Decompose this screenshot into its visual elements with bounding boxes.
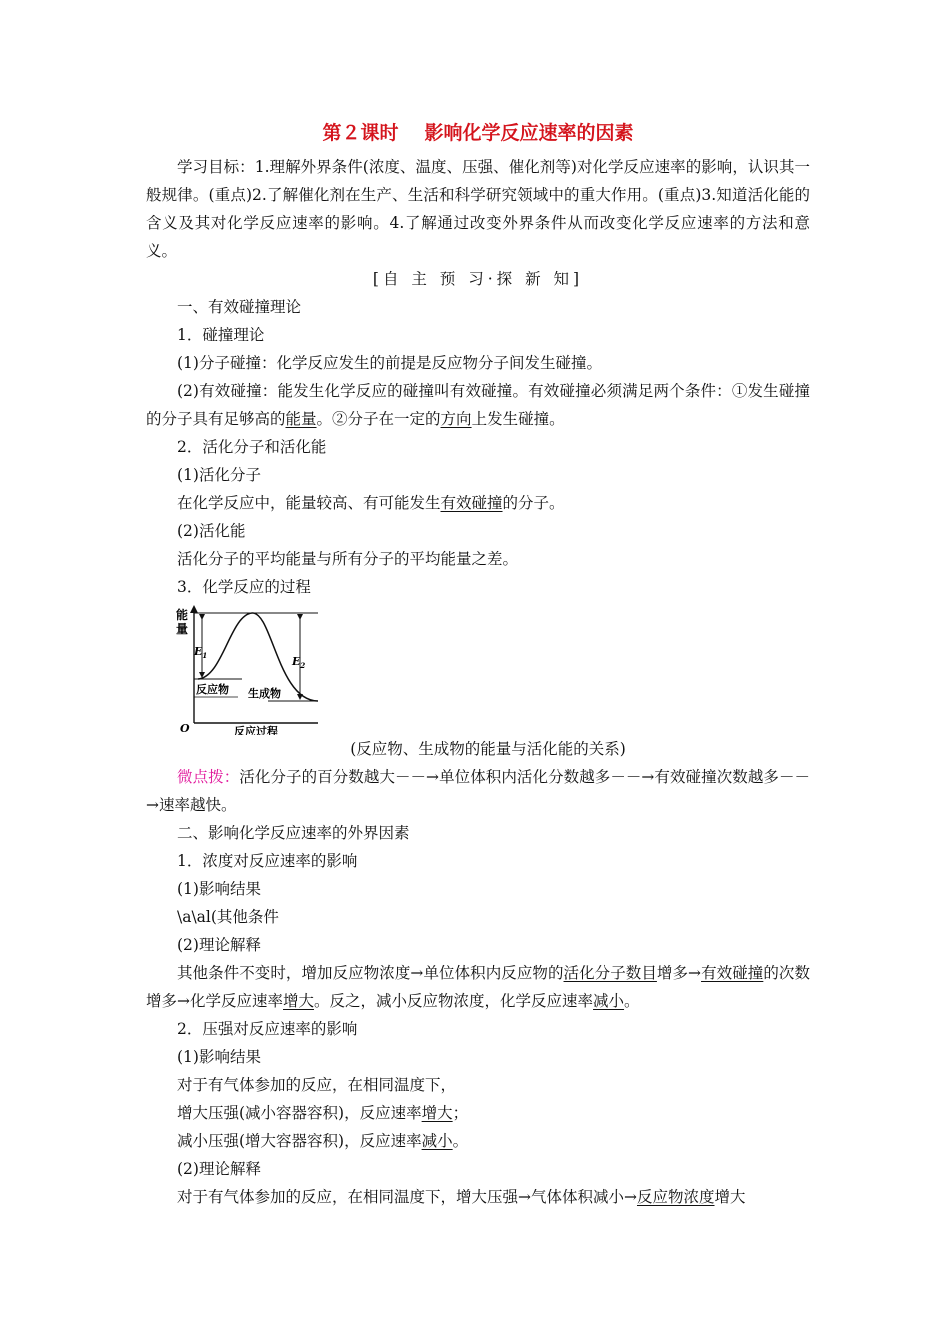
objectives-text: 1.理解外界条件(浓度、温度、压强、催化剂等)对化学反应速率的影响，认识其一般规律。(重点)2.了解催化剂在生产、生活和科学研究领域中的重大作用。(重点)3.知道活化能的含义及其对化学反应速率的影响。4.了解通过改变外界条件从而改变化学反应速率的方法和意义。 bbox=[146, 158, 810, 260]
effective-collision-text: (2)有效碰撞：能发生化学反应的碰撞叫有效碰撞。有效碰撞必须满足两个条件：①发生碰撞的分子具有足够高的能量。②分子在一定的方向上发生碰撞。 bbox=[146, 382, 810, 428]
energy-diagram-svg bbox=[168, 605, 318, 735]
x-axis-label: 反应过程 bbox=[234, 725, 278, 735]
pressure-theory-label: (2)理论解释 bbox=[177, 1160, 261, 1178]
e2-label: E bbox=[292, 655, 301, 668]
y-axis-label-2: 量 bbox=[176, 622, 189, 636]
molecular-collision-text: (1)分子碰撞：化学反应发生的前提是反应物分子间发生碰撞。 bbox=[177, 354, 602, 372]
svg-text:E1 bbox=[193, 645, 207, 660]
pressure-result-line2: 增大压强(减小容器容积)，反应速率增大； bbox=[177, 1104, 469, 1122]
subheading-concentration: 1．浓度对反应速率的影响 bbox=[177, 852, 358, 870]
tip-label: 微点拨： bbox=[177, 768, 240, 786]
tip-paragraph: 微点拨：活化分子的百分数越大－－→单位体积内活化分数越多－－→有效碰撞次数越多－－→速率越快。 bbox=[146, 768, 810, 814]
pressure-result-label: (1)影响结果 bbox=[177, 1048, 261, 1066]
subheading-activation: 2．活化分子和活化能 bbox=[177, 438, 327, 456]
lesson-title: 第２课时 影响化学反应速率的因素 bbox=[322, 122, 634, 144]
e2-sub: 2 bbox=[300, 661, 306, 670]
activation-energy-label: (2)活化能 bbox=[177, 522, 246, 540]
origin-label: O bbox=[180, 722, 190, 735]
part1-heading: 一、有效碰撞理论 bbox=[177, 298, 302, 316]
diagram-caption: (反应物、生成物的能量与活化能的关系) bbox=[350, 740, 626, 758]
concentration-result-text: \a\al(其他条件 bbox=[177, 908, 279, 926]
activated-molecule-label: (1)活化分子 bbox=[177, 466, 261, 484]
energy-diagram bbox=[168, 605, 313, 735]
subheading-pressure: 2．压强对反应速率的影响 bbox=[177, 1020, 358, 1038]
subheading-reaction-process: 3．化学反应的过程 bbox=[177, 578, 311, 596]
document-page bbox=[146, 118, 810, 1211]
svg-text:E2 bbox=[291, 655, 305, 670]
e1-label: E bbox=[194, 645, 203, 658]
concentration-result-label: (1)影响结果 bbox=[177, 880, 261, 898]
learning-objectives bbox=[146, 153, 810, 265]
pressure-result-line3: 减小压强(增大容器容积)，反应速率减小。 bbox=[177, 1132, 469, 1150]
pressure-theory-text: 对于有气体参加的反应，在相同温度下，增大压强→气体体积减小→反应物浓度增大 bbox=[177, 1188, 746, 1206]
concentration-theory-label: (2)理论解释 bbox=[177, 936, 261, 954]
objectives-label: 学习目标： bbox=[177, 158, 255, 176]
activation-energy-def: 活化分子的平均能量与所有分子的平均能量之差。 bbox=[177, 550, 519, 568]
reactant-label: 反应物 bbox=[196, 683, 229, 696]
pressure-result-line1: 对于有气体参加的反应，在相同温度下， bbox=[177, 1076, 457, 1094]
section-header: [自 主 预 习·探 新 知] bbox=[372, 270, 584, 288]
part2-heading: 二、影响化学反应速率的外界因素 bbox=[177, 824, 410, 842]
product-label: 生成物 bbox=[248, 687, 281, 700]
concentration-theory-text: 其他条件不变时，增加反应物浓度→单位体积内反应物的活化分子数目增多→有效碰撞的次数增多→化学反应速率增大。反之，减小反应物浓度，化学反应速率减小。 bbox=[146, 964, 810, 1010]
e1-sub: 1 bbox=[202, 651, 208, 660]
y-axis-label-1: 能 bbox=[176, 608, 189, 622]
subheading-collision-theory: 1．碰撞理论 bbox=[177, 326, 265, 344]
activated-molecule-def: 在化学反应中，能量较高、有可能发生有效碰撞的分子。 bbox=[177, 494, 565, 512]
